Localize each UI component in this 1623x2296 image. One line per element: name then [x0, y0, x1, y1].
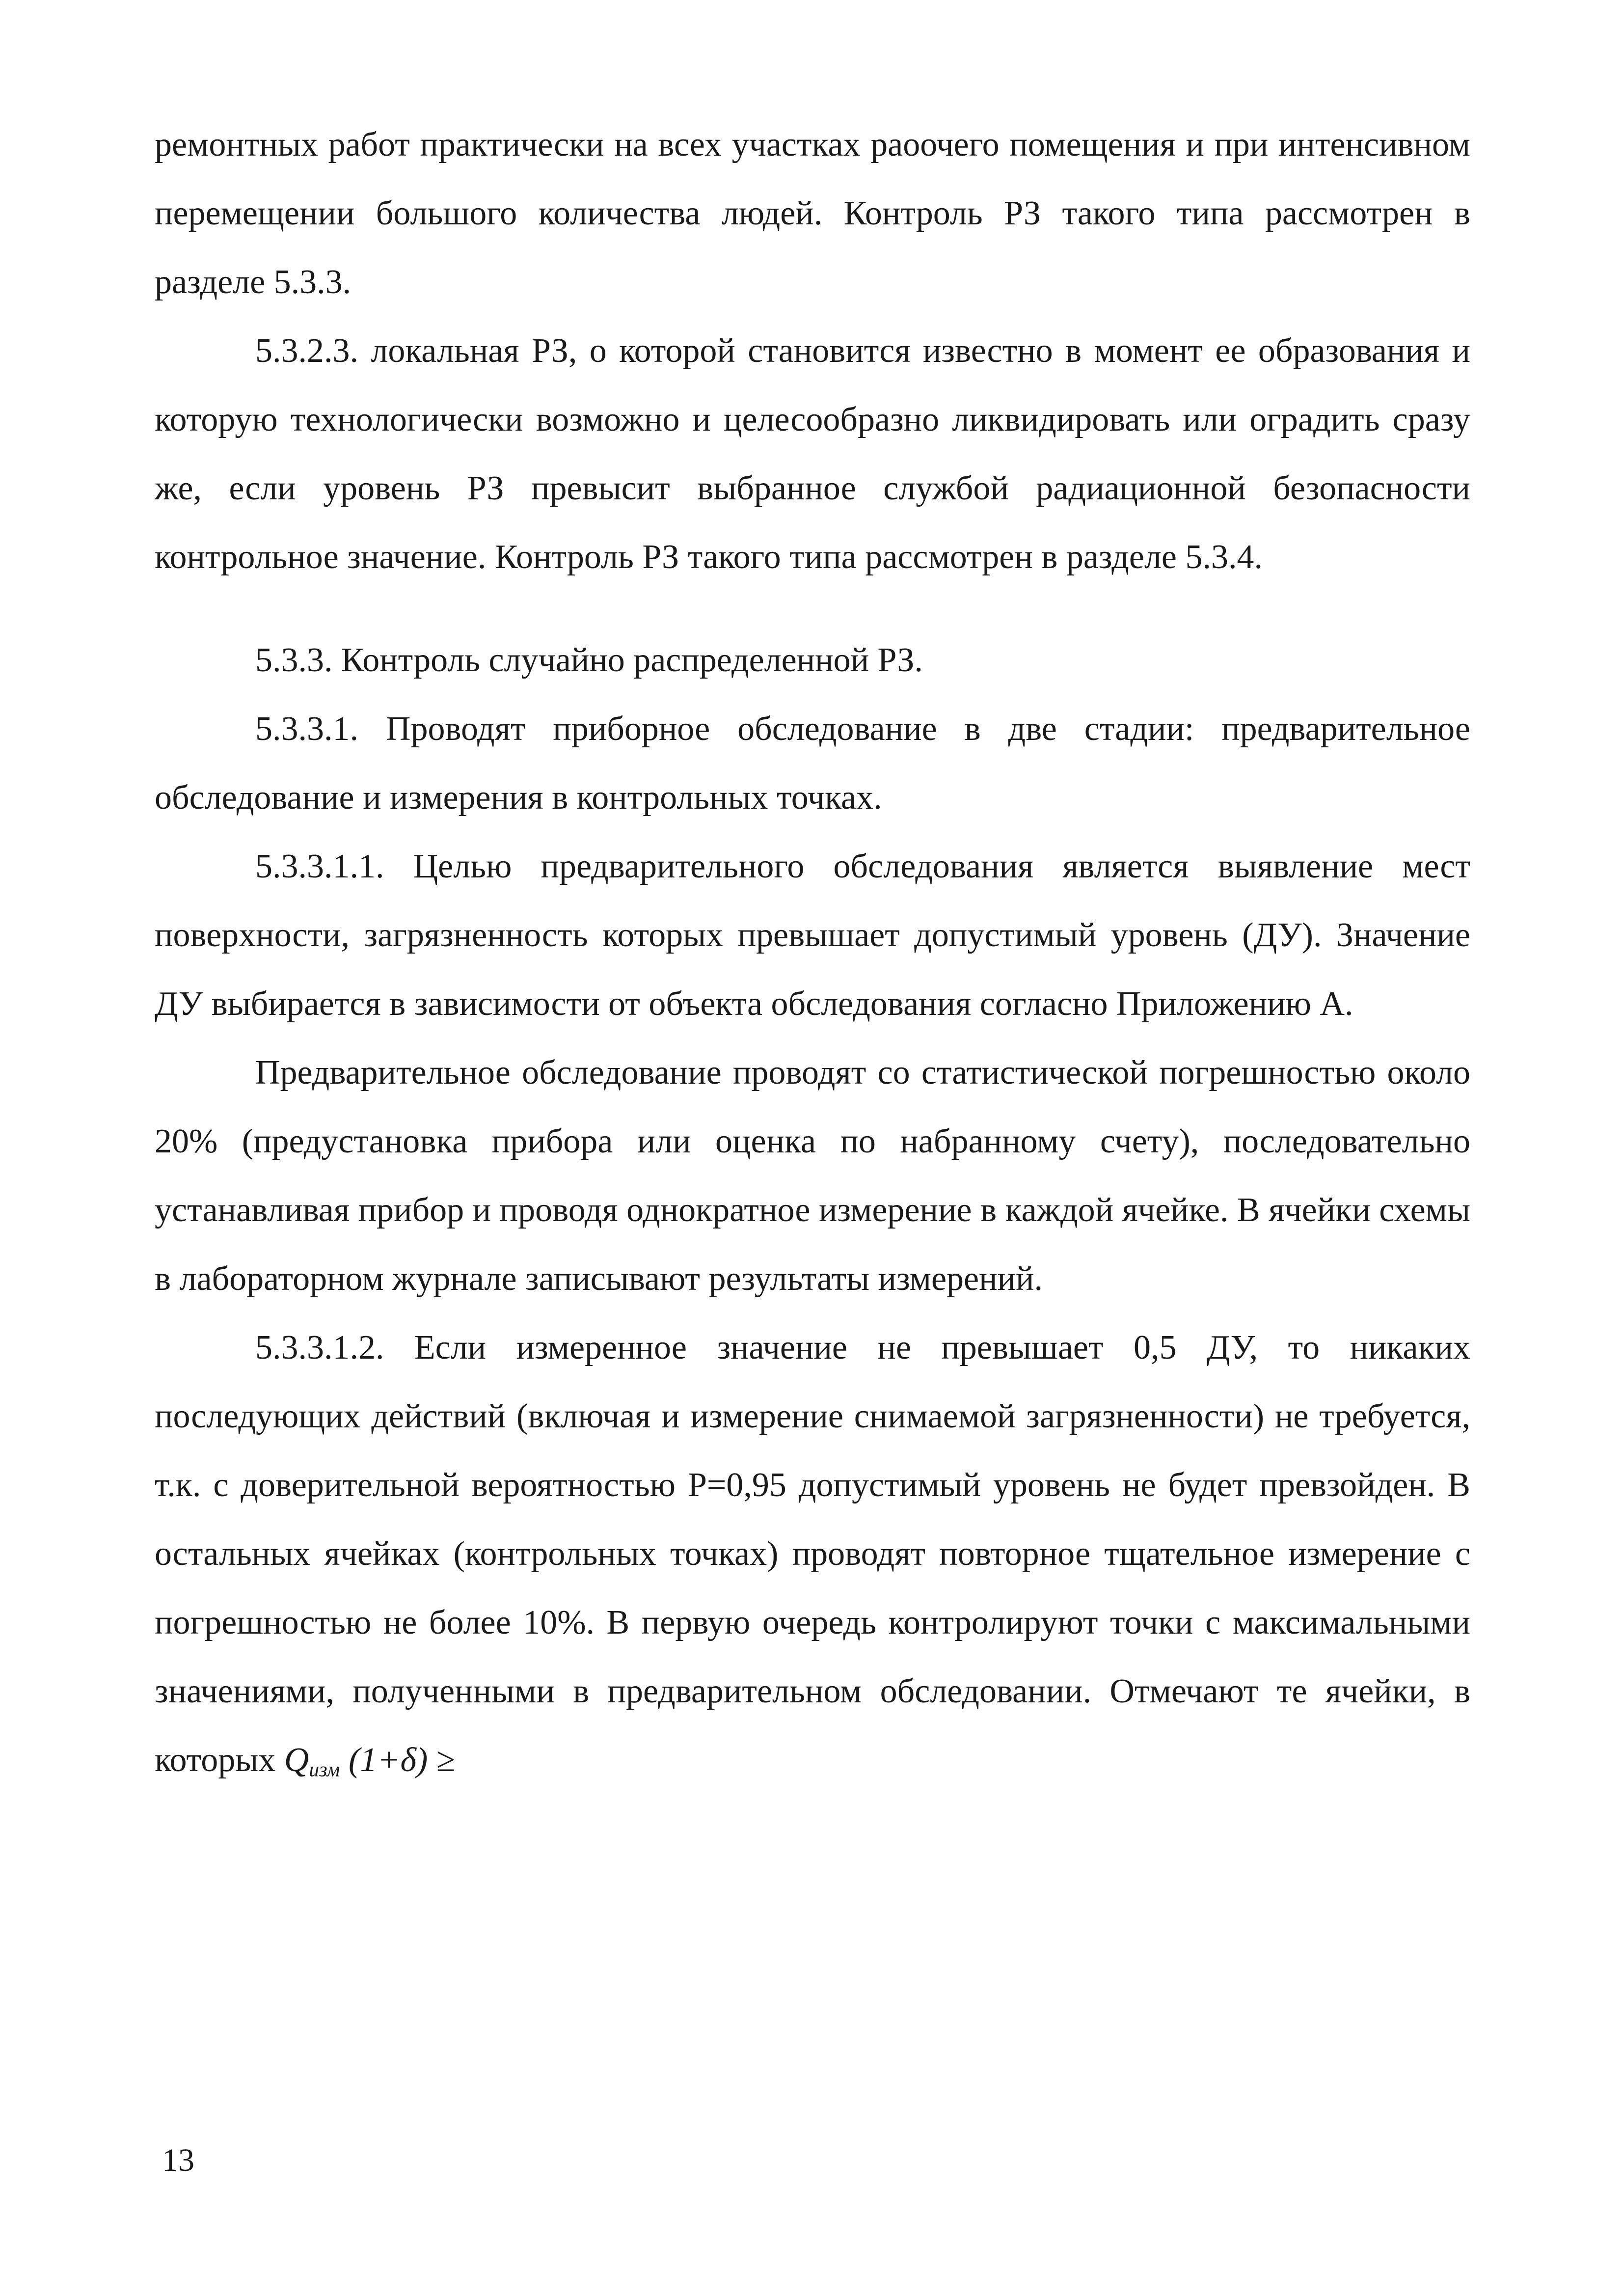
- paragraph-continuation: ремонтных работ практически на всех участках раоочего помещения и при интенсивном перемещении большого количества людей. Контроль РЗ такого типа рассмотрен в разделе 5.3.3.: [155, 126, 1470, 301]
- paragraph-5-3-2-3: 5.3.2.3. локальная РЗ, о которой становится известно в момент ее образования и которую технологически возможно и целесообразно ликвидировать или оградить сразу же, если уровень РЗ превысит выбранное службой радиационной безопасности контрольное значение. Контроль РЗ такого типа рассмотрен в разделе 5.3.4.: [155, 332, 1470, 576]
- formula-factor: (1+δ): [348, 1741, 428, 1779]
- formula-q: Q: [284, 1741, 309, 1779]
- paragraph-5-3-3-1-2-text: 5.3.3.1.2. Если измеренное значение не превышает 0,5 ДУ, то никаких последующих действий (включая и измерение снимаемой загрязненности) не требуется, т.к. с доверительной вероятностью Р=0,95 допустимый уровень не будет превзойден. В остальных ячейках (контрольных точках) проводят повторное тщательное измерение с погрешностью не более 10%. В первую очередь контролируют точки с максимальными значениями, полученными в предварительном обследовании. Отмечают те ячейки, в которых: [155, 1329, 1470, 1779]
- page-number: 13: [162, 2142, 194, 2178]
- paragraph-5-3-3-1-1: 5.3.3.1.1. Целью предварительного обследования является выявление мест поверхности, загрязненность которых превышает допустимый уровень (ДУ). Значение ДУ выбирается в зависимости от объекта обследования согласно Приложению А.: [155, 847, 1470, 1023]
- paragraph-preliminary-survey: Предварительное обследование проводят со статистической погрешностью около 20% (предустановка прибора или оценка по набранному счету), последовательно устанавливая прибор и проводя однократное измерение в каждой ячейке. В ячейки схемы в лабораторном журнале записывают результаты измерений.: [155, 1054, 1470, 1298]
- formula-q-subscript: изм: [309, 1758, 340, 1781]
- body-text: [155, 110, 1470, 1804]
- section-heading-5-3-3: 5.3.3. Контроль случайно распределенной РЗ.: [255, 641, 923, 679]
- formula-relation: ≥: [436, 1741, 456, 1779]
- paragraph-5-3-3-1: 5.3.3.1. Проводят приборное обследование в две стадии: предварительное обследование и измерения в контрольных точках.: [155, 710, 1470, 817]
- formula: [284, 1741, 428, 1779]
- paragraph-5-3-3-1-2: [155, 1313, 1470, 1804]
